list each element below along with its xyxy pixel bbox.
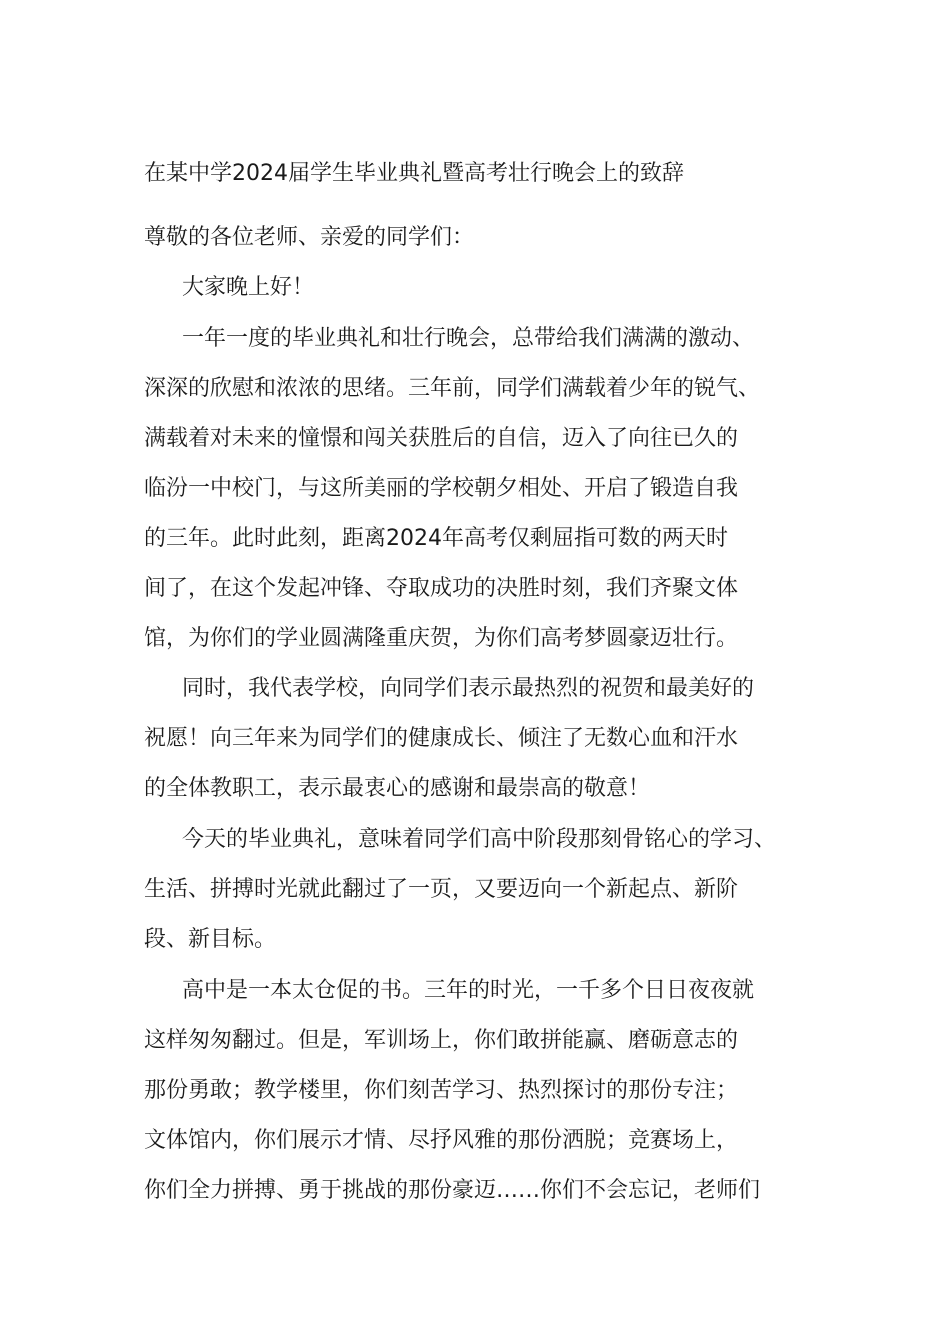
paragraph-line: 生活、拼搏时光就此翻过了一页，又要迈向一个新起点、新阶 — [144, 877, 739, 902]
paragraph-line: 的三年。此时此刻，距离2024年高考仅剩屈指可数的两天时 — [144, 526, 728, 551]
paragraph-line: 临汾一中校门，与这所美丽的学校朝夕相处、开启了锻造自我 — [144, 476, 739, 501]
paragraph-line: 祝愿！向三年来为同学们的健康成长、倾注了无数心血和汗水 — [144, 726, 739, 751]
paragraph-line: 文体馆内，你们展示才情、尽抒风雅的那份洒脱；竞赛场上， — [144, 1128, 739, 1153]
paragraph-line: 你们全力拼搏、勇于挑战的那份豪迈……你们不会忘记，老师们 — [144, 1178, 761, 1203]
paragraph-line: 高中是一本太仓促的书。三年的时光，一千多个日日夜夜就 — [182, 978, 755, 1003]
paragraph-line: 馆，为你们的学业圆满隆重庆贺，为你们高考梦圆豪迈壮行。 — [144, 626, 739, 651]
paragraph-line: 深深的欣慰和浓浓的思绪。三年前，同学们满载着少年的锐气、 — [144, 376, 761, 401]
paragraph-line: 段、新目标。 — [144, 927, 277, 952]
paragraph-line: 这样匆匆翻过。但是，军训场上，你们敢拼能赢、磨砺意志的 — [144, 1028, 739, 1053]
greeting: 大家晚上好！ — [182, 275, 315, 300]
paragraph-line: 满载着对未来的憧憬和闯关获胜后的自信，迈入了向往已久的 — [144, 426, 739, 451]
paragraph-line: 间了，在这个发起冲锋、夺取成功的决胜时刻，我们齐聚文体 — [144, 576, 739, 601]
paragraph-line: 那份勇敢；教学楼里，你们刻苦学习、热烈探讨的那份专注； — [144, 1078, 739, 1103]
paragraph-line: 同时，我代表学校，向同学们表示最热烈的祝贺和最美好的 — [182, 676, 755, 701]
paragraph-line: 的全体教职工，表示最衷心的感谢和最崇高的敬意！ — [144, 776, 651, 801]
salutation: 尊敬的各位老师、亲爱的同学们： — [144, 225, 475, 250]
paragraph-line: 今天的毕业典礼，意味着同学们高中阶段那刻骨铭心的学习、 — [182, 827, 777, 852]
document-title: 在某中学2024届学生毕业典礼暨高考壮行晚会上的致辞 — [144, 161, 684, 186]
paragraph-line: 一年一度的毕业典礼和壮行晚会，总带给我们满满的激动、 — [182, 326, 755, 351]
